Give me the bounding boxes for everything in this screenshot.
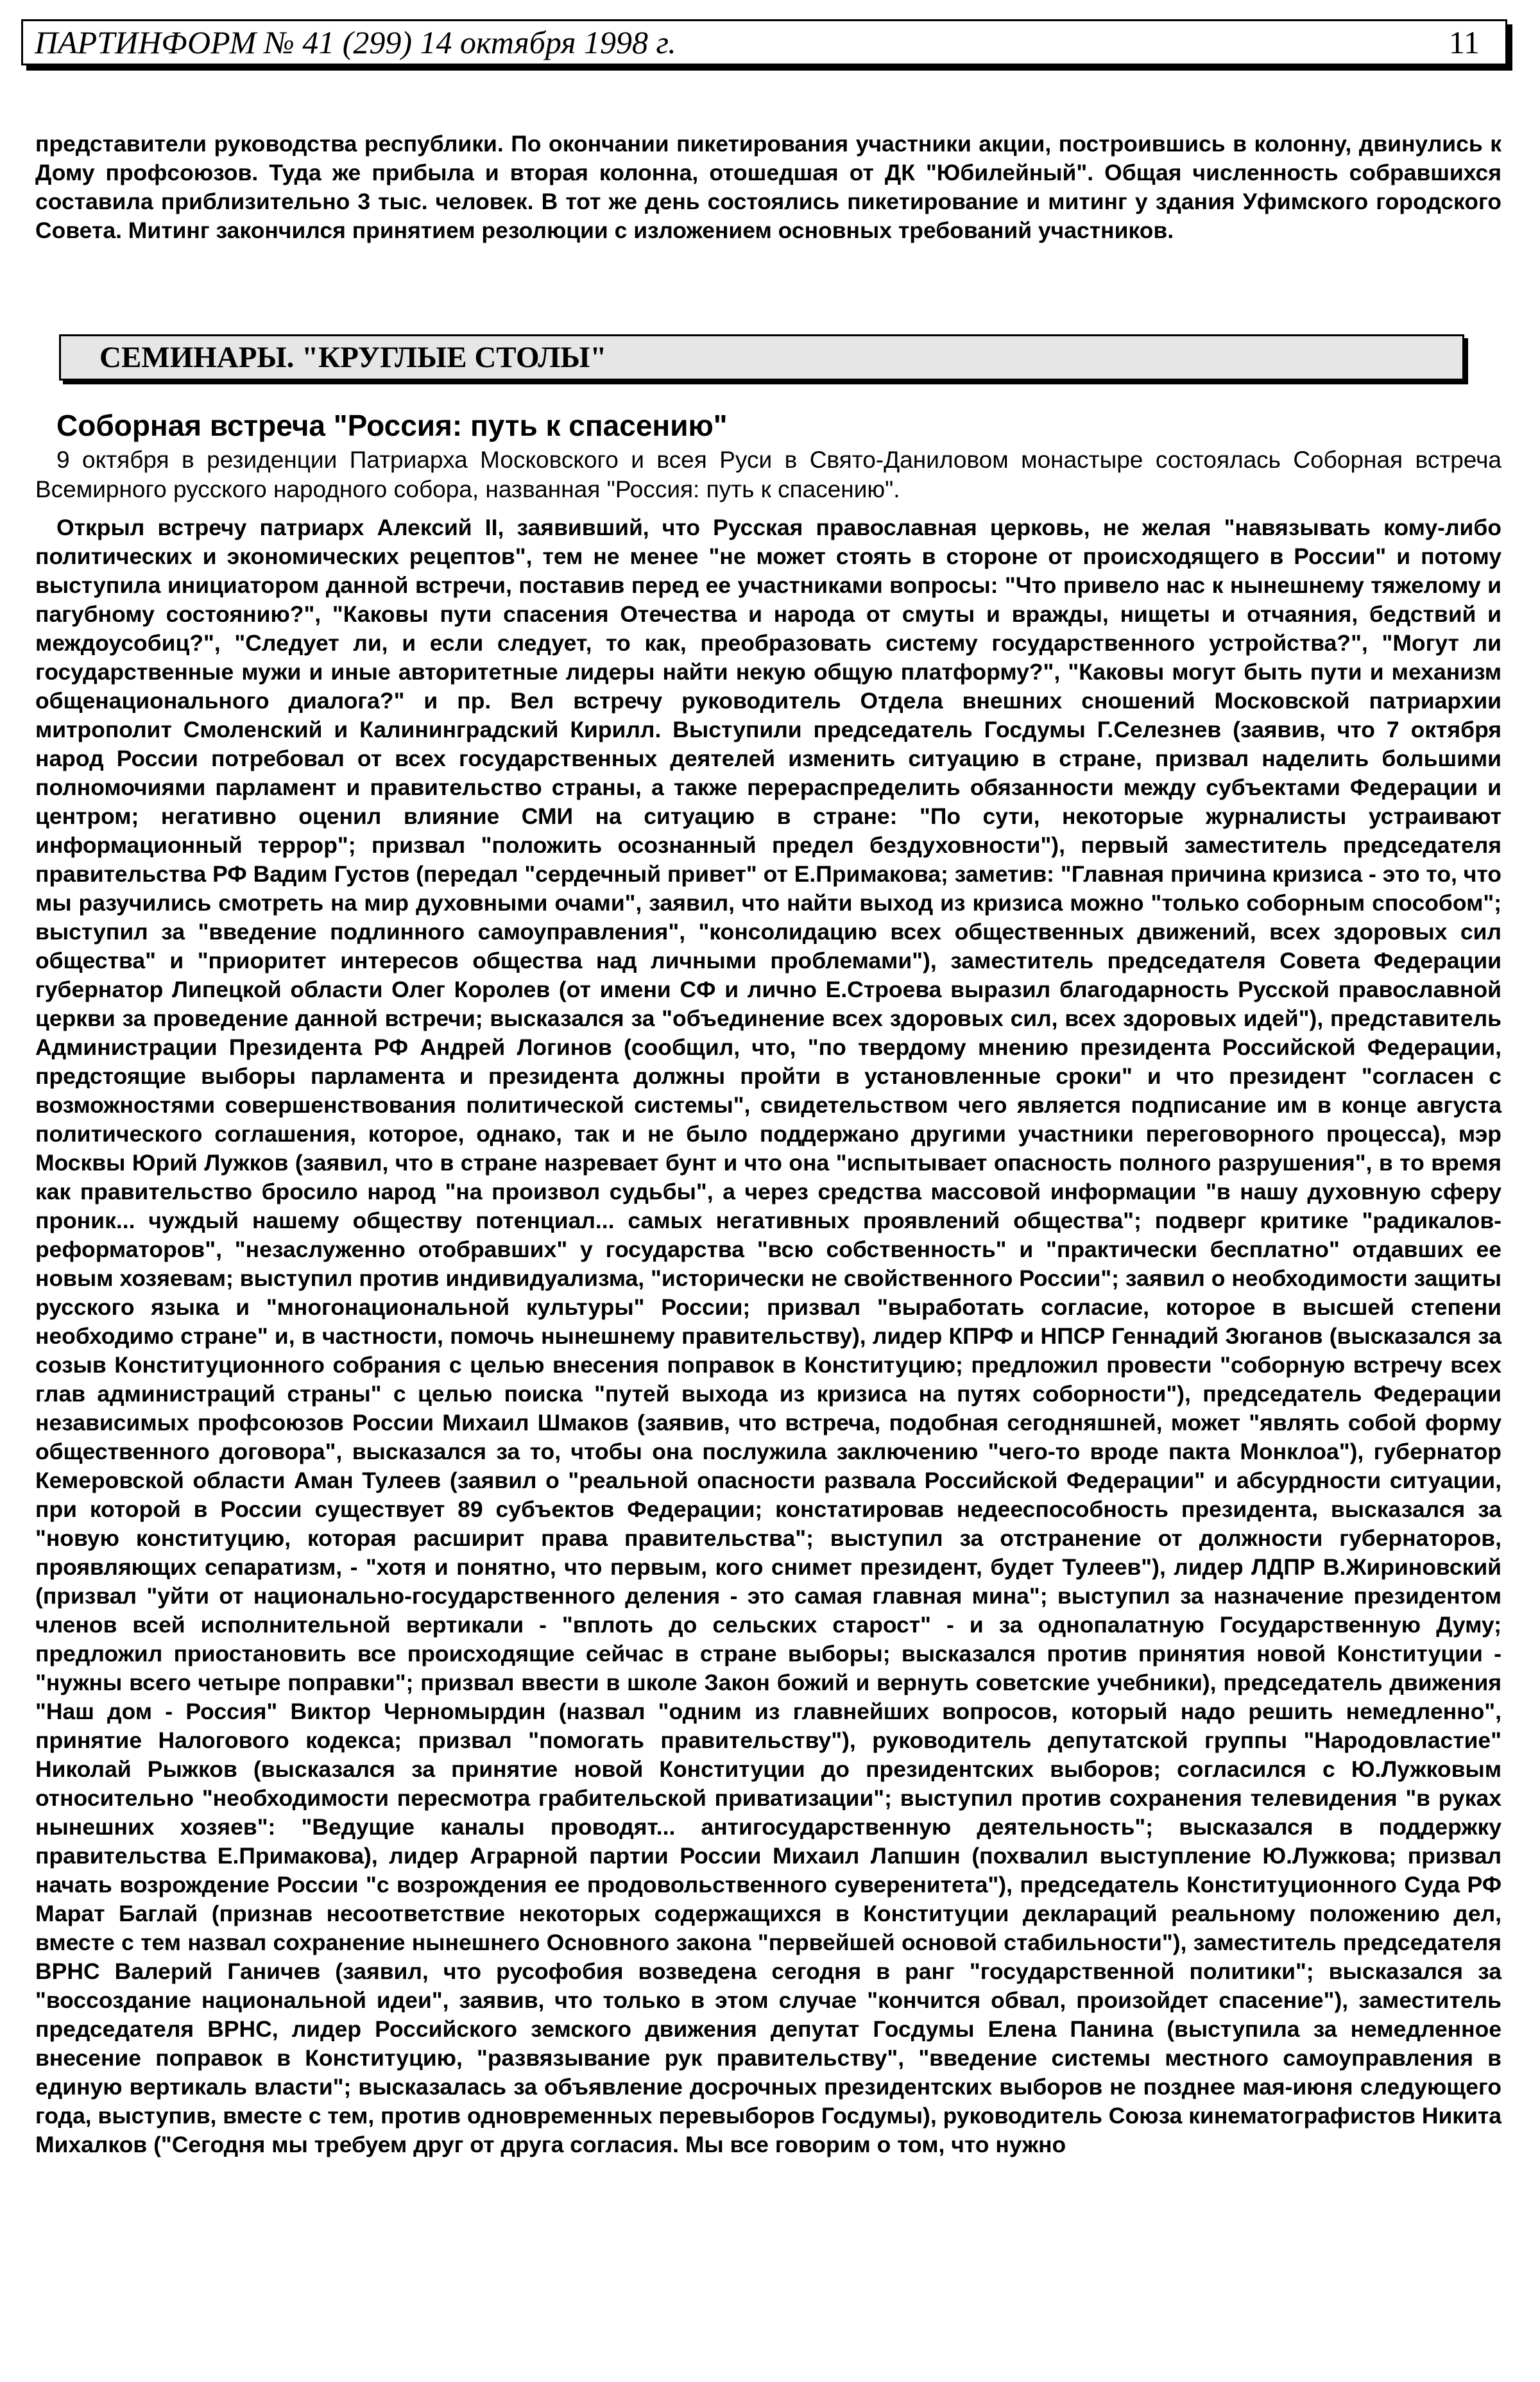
article-body: Открыл встречу патриарх Алексий II, заявивший, что Русская православная церковь, не желая "навязывать кому-либо политических и экономических рецептов", тем не менее "не может стоять в стороне от происходящего в России" и потому выступила инициатором данной встречи, поставив перед ее участниками вопросы: "Что привело нас к нынешнему тяжелому и пагубному состоянию?", "Каковы пути спасения Отечества и народа от смуты и вражды, нищеты и отчаяния, бедствий и междоусобиц?", "Следует ли, и если следует, то как, преобразовать систему государственного устройства?", "Могут ли государственные мужи и иные авторитетные лидеры найти некую общую платформу?", "Каковы могут быть пути и механизм общенационального диалога?" и пр. Вел встречу руководитель Отдела внешних сношений Московской патриархии митрополит Смоленский и Калининградский Кирилл. Выступили председатель Госдумы Г.Селезнев (заявив, что 7 октября народ России потребовал от всех государственных деятелей изменить ситуацию в стране, призвал наделить большими полномочиями парламент и правительство страны, а также перераспределить обязанности между субъектами Федерации и центром; негативно оценил влияние СМИ на ситуацию в стране: "По сути, некоторые журналисты устраивают информационный террор"; призвал "положить осознанный предел бездуховности"), первый заместитель председателя правительства РФ Вадим Густов (передал "сердечный привет" от Е.Примакова; заметив: "Главная причина кризиса - это то, что мы разучились смотреть на мир духовными очами", заявил, что найти выход из кризиса можно "только соборным способом"; выступил за "введение подлинного самоуправления", "консолидацию всех общественных движений, всех здоровых сил общества" и "приоритет интересов общества над личными проблемами"), заместитель председателя Совета Федерации губернатор Липецкой области Олег Королев (от имени СФ и лично Е.Строева выразил благодарность Русской православной церкви за проведение данной встречи; высказался за "объединение всех здоровых сил, всех здоровых идей"), представитель Администрации Президента РФ Андрей Логинов (сообщил, что, "по твердому мнению президента Российской Федерации, предстоящие выборы парламента и президента должны пройти в установленные сроки" и что президент "согласен с возможностями совершенствования политической системы", свидетельством чего является подписание им в конце августа политического соглашения, которое, однако, так и не было поддержано другими участники переговорного процесса), мэр Москвы Юрий Лужков (заявил, что в стране назревает бунт и что она "испытывает опасность полного разрушения", в то время как правительство бросило народ "на произвол судьбы", а через средства массовой информации "в нашу духовную сферу проник... чуждый нашему обществу потенциал... самых негативных проявлений общества"; подверг критике "радикалов-реформаторов", "незаслуженно отобравших" у государства "всю собственность" и "практически бесплатно" отдавших ее новым хозяевам; выступил против индивидуализма, "исторически не свойственного России"; заявил о необходимости защиты русского языка и "многонациональной культуры" России; призвал "выработать согласие, которое в высшей степени необходимо стране" и, в частности, помочь нынешнему правительству), лидер КПРФ и НПСР Геннадий Зюганов (высказался за созыв Конституционного собрания с целью внесения поправок в Конституцию; предложил провести "соборную встречу всех глав администраций страны" с целью поиска "путей выхода из кризиса на путях соборности"), председатель Федерации независимых профсоюзов России Михаил Шмаков (заявив, что встреча, подобная сегодняшней, может "являть собой форму общественного договора", высказался за то, чтобы она послужила заключению "чего-то вроде пакта Монклоа"), губернатор Кемеровской области Аман Тулеев (заявил о "реальной опасности развала Российской Федерации" и абсурдности ситуации, при которой в России существует 89 субъектов Федерации; констатировав недееспособность президента, высказался за "новую конституцию, которая расширит права правительства"; выступил за отстранение от должности губернаторов, проявляющих сепаратизм, - "хотя и понятно, что первым, кого снимет президент, будет Тулеев"), лидер ЛДПР В.Жириновский (призвал "уйти от национально-государственного деления - это самая главная мина"; выступил за назначение президентом членов всей исполнительной вертикали - "вплоть до сельских старост" - и за однопалатную Государственную Думу; предложил приостановить все происходящие сейчас в стране выборы; высказался против принятия новой Конституции - "нужны всего четыре поправки"; призвал ввести в школе Закон божий и вернуть советские учебники), председатель движения "Наш дом - Россия" Виктор Черномырдин (назвал "одним из главнейших вопросов, который надо решить немедленно", принятие Налогового кодекса; призвал "помогать правительству"), руководитель депутатской группы "Народовластие" Николай Рыжков (высказался за принятие новой Конституции до президентских выборов; согласился с Ю.Лужковым относительно "необходимости пересмотра грабительской приватизации"; выступил против сохранения телевидения "в руках нынешних хозяев": "Ведущие каналы проводят... антигосударственную деятельность"; высказался в поддержку правительства Е.Примакова), лидер Аграрной партии России Михаил Лапшин (похвалил выступление Ю.Лужкова; призвал начать возрождение России "с возрождения ее продовольственного суверенитета"), председатель Конституционного Суда РФ Марат Баглай (признав несоответствие некоторых содержащихся в Конституции деклараций реальному положению дел, вместе с тем назвал сохранение нынешнего Основного закона "первейшей основой стабильности"), заместитель председателя ВРНС Валерий Ганичев (заявил, что русофобия возведена сегодня в ранг "государственной политики"; высказался за "воссоздание национальной идеи", заявив, что только в этом случае "кончится обвал, произойдет спасение"), заместитель председателя ВРНС, лидер Российского земского движения депутат Госдумы Елена Панина (выступила за немедленное внесение поправок в Конституцию, "развязывание рук правительству", "введение системы местного самоуправления в единую вертикаль власти"; высказалась за объявление досрочных президентских выборов не позднее мая-июня следующего года, выступив, вместе с тем, против одновременных перевыборов Госдумы), руководитель Союза кинематографистов Никита Михалков ("Сегодня мы требуем друг от друга согласия. Мы все говорим о том, что нужно — [35, 515, 1502, 2157]
publication-title: ПАРТИНФОРМ № 41 (299) 14 октября 1998 г. — [35, 24, 676, 60]
section-heading — [59, 334, 1464, 381]
section-title: СЕМИНАРЫ. "КРУГЛЫЕ СТОЛЫ" — [99, 341, 607, 374]
article-lead: 9 октября в резиденции Патриарха Московского и всея Руси в Свято-Даниловом монастыре состоялась Соборная встреча Всемирного русского народного собора, названная "Россия: путь к спасению". — [35, 447, 1502, 502]
intro-paragraph: представители руководства республики. По окончании пикетирования участники акции, построившись в колонну, двинулись к Дому профсоюзов. Туда же прибыла и вторая колонна, отошедшая от ДК "Юбилейный". Общая численность собравшихся составила приблизительно 3 тыс. человек. В тот же день состоялись пикетирование и митинг у здания Уфимского городского Совета. Митинг закончился принятием резолюции с изложением основных требований участников. — [35, 131, 1502, 243]
page-header — [21, 19, 1507, 65]
page-number: 11 — [1448, 24, 1480, 60]
article-title: Соборная встреча "Россия: путь к спасению" — [56, 409, 728, 442]
